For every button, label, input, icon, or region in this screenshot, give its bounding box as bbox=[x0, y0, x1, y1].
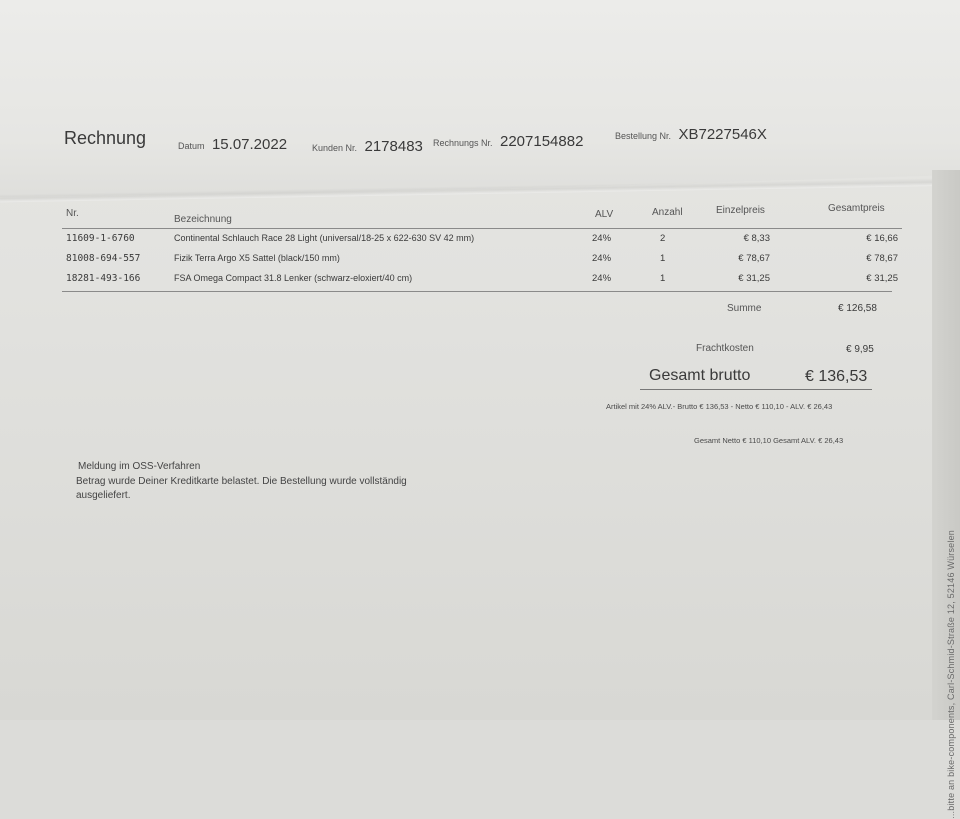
col-header-nr: Nr. bbox=[66, 208, 79, 219]
item-quantity: 1 bbox=[660, 273, 666, 284]
item-description: Fizik Terra Argo X5 Sattel (black/150 mm) bbox=[174, 253, 340, 263]
line-items-table bbox=[62, 200, 902, 292]
table-header bbox=[62, 200, 902, 229]
item-unit-price: € 31,25 bbox=[738, 273, 770, 284]
col-header-alv: ALV bbox=[595, 209, 614, 220]
item-unit-price: € 8,33 bbox=[743, 233, 770, 244]
item-total-price: € 78,67 bbox=[866, 253, 898, 264]
order-number-field bbox=[615, 126, 767, 144]
customer-number-label: Kunden Nr. bbox=[312, 143, 358, 153]
shipping-label: Frachtkosten bbox=[696, 343, 754, 354]
invoice-title: Rechnung bbox=[64, 128, 147, 148]
item-unit-price: € 78,67 bbox=[738, 253, 770, 264]
vat-breakdown-line: Artikel mit 24% ALV.- Brutto € 136,53 - Netto € 110,10 - ALV. € 26,43 bbox=[606, 402, 833, 411]
date-field bbox=[178, 136, 287, 154]
paper-right-edge bbox=[932, 170, 960, 819]
table-row bbox=[62, 229, 902, 249]
item-quantity: 2 bbox=[660, 233, 666, 244]
oss-notice: Meldung im OSS-Verfahren bbox=[78, 461, 201, 472]
table-row bbox=[62, 269, 902, 289]
item-number: 81008-694-557 bbox=[66, 253, 141, 264]
col-header-gesamtpreis: Gesamtpreis bbox=[828, 203, 885, 214]
table-bottom-rule bbox=[62, 291, 892, 292]
side-address-text: ...bitte an bike-components, Carl-Schmid-Straße 12, 52146 Würselen bbox=[946, 530, 956, 819]
item-quantity: 1 bbox=[660, 253, 666, 264]
subtotal-label: Summe bbox=[727, 303, 762, 314]
paper-fold-top bbox=[0, 0, 960, 200]
item-description: Continental Schlauch Race 28 Light (universal/18-25 x 622-630 SV 42 mm) bbox=[174, 233, 475, 243]
subtotal-value: € 126,58 bbox=[838, 303, 877, 314]
item-vat: 24% bbox=[592, 273, 612, 284]
date-value: 15.07.2022 bbox=[211, 136, 288, 153]
item-number: 11609-1-6760 bbox=[66, 233, 135, 244]
item-vat: 24% bbox=[592, 233, 612, 244]
shipping-value: € 9,95 bbox=[846, 344, 874, 355]
item-total-price: € 31,25 bbox=[866, 273, 898, 284]
table-row bbox=[62, 249, 902, 269]
net-total-line: Gesamt Netto € 110,10 Gesamt ALV. € 26,43 bbox=[694, 436, 844, 445]
item-number: 18281-493-166 bbox=[66, 273, 141, 284]
col-header-anzahl: Anzahl bbox=[652, 207, 683, 218]
gross-total-underline bbox=[640, 389, 872, 390]
invoice-number-label: Rechnungs Nr. bbox=[433, 138, 493, 148]
customer-number-value: 2178483 bbox=[364, 138, 423, 155]
gross-total-label: Gesamt brutto bbox=[649, 367, 751, 384]
item-description: FSA Omega Compact 31.8 Lenker (schwarz-eloxiert/40 cm) bbox=[174, 273, 413, 283]
item-total-price: € 16,66 bbox=[866, 233, 898, 244]
payment-notice: Betrag wurde Deiner Kreditkarte belastet. Die Bestellung wurde vollständig ausgeliefert. bbox=[76, 476, 407, 501]
order-number-label: Bestellung Nr. bbox=[615, 131, 672, 141]
col-header-bezeichnung: Bezeichnung bbox=[174, 214, 232, 225]
gross-total-value: € 136,53 bbox=[805, 368, 868, 385]
invoice-number-value: 2207154882 bbox=[500, 133, 584, 150]
customer-number-field bbox=[312, 138, 423, 156]
item-vat: 24% bbox=[592, 253, 612, 264]
order-number-value: XB7227546X bbox=[678, 126, 767, 143]
date-label: Datum bbox=[178, 141, 205, 151]
col-header-einzelpreis: Einzelpreis bbox=[716, 205, 765, 216]
invoice-number-field bbox=[433, 133, 583, 151]
